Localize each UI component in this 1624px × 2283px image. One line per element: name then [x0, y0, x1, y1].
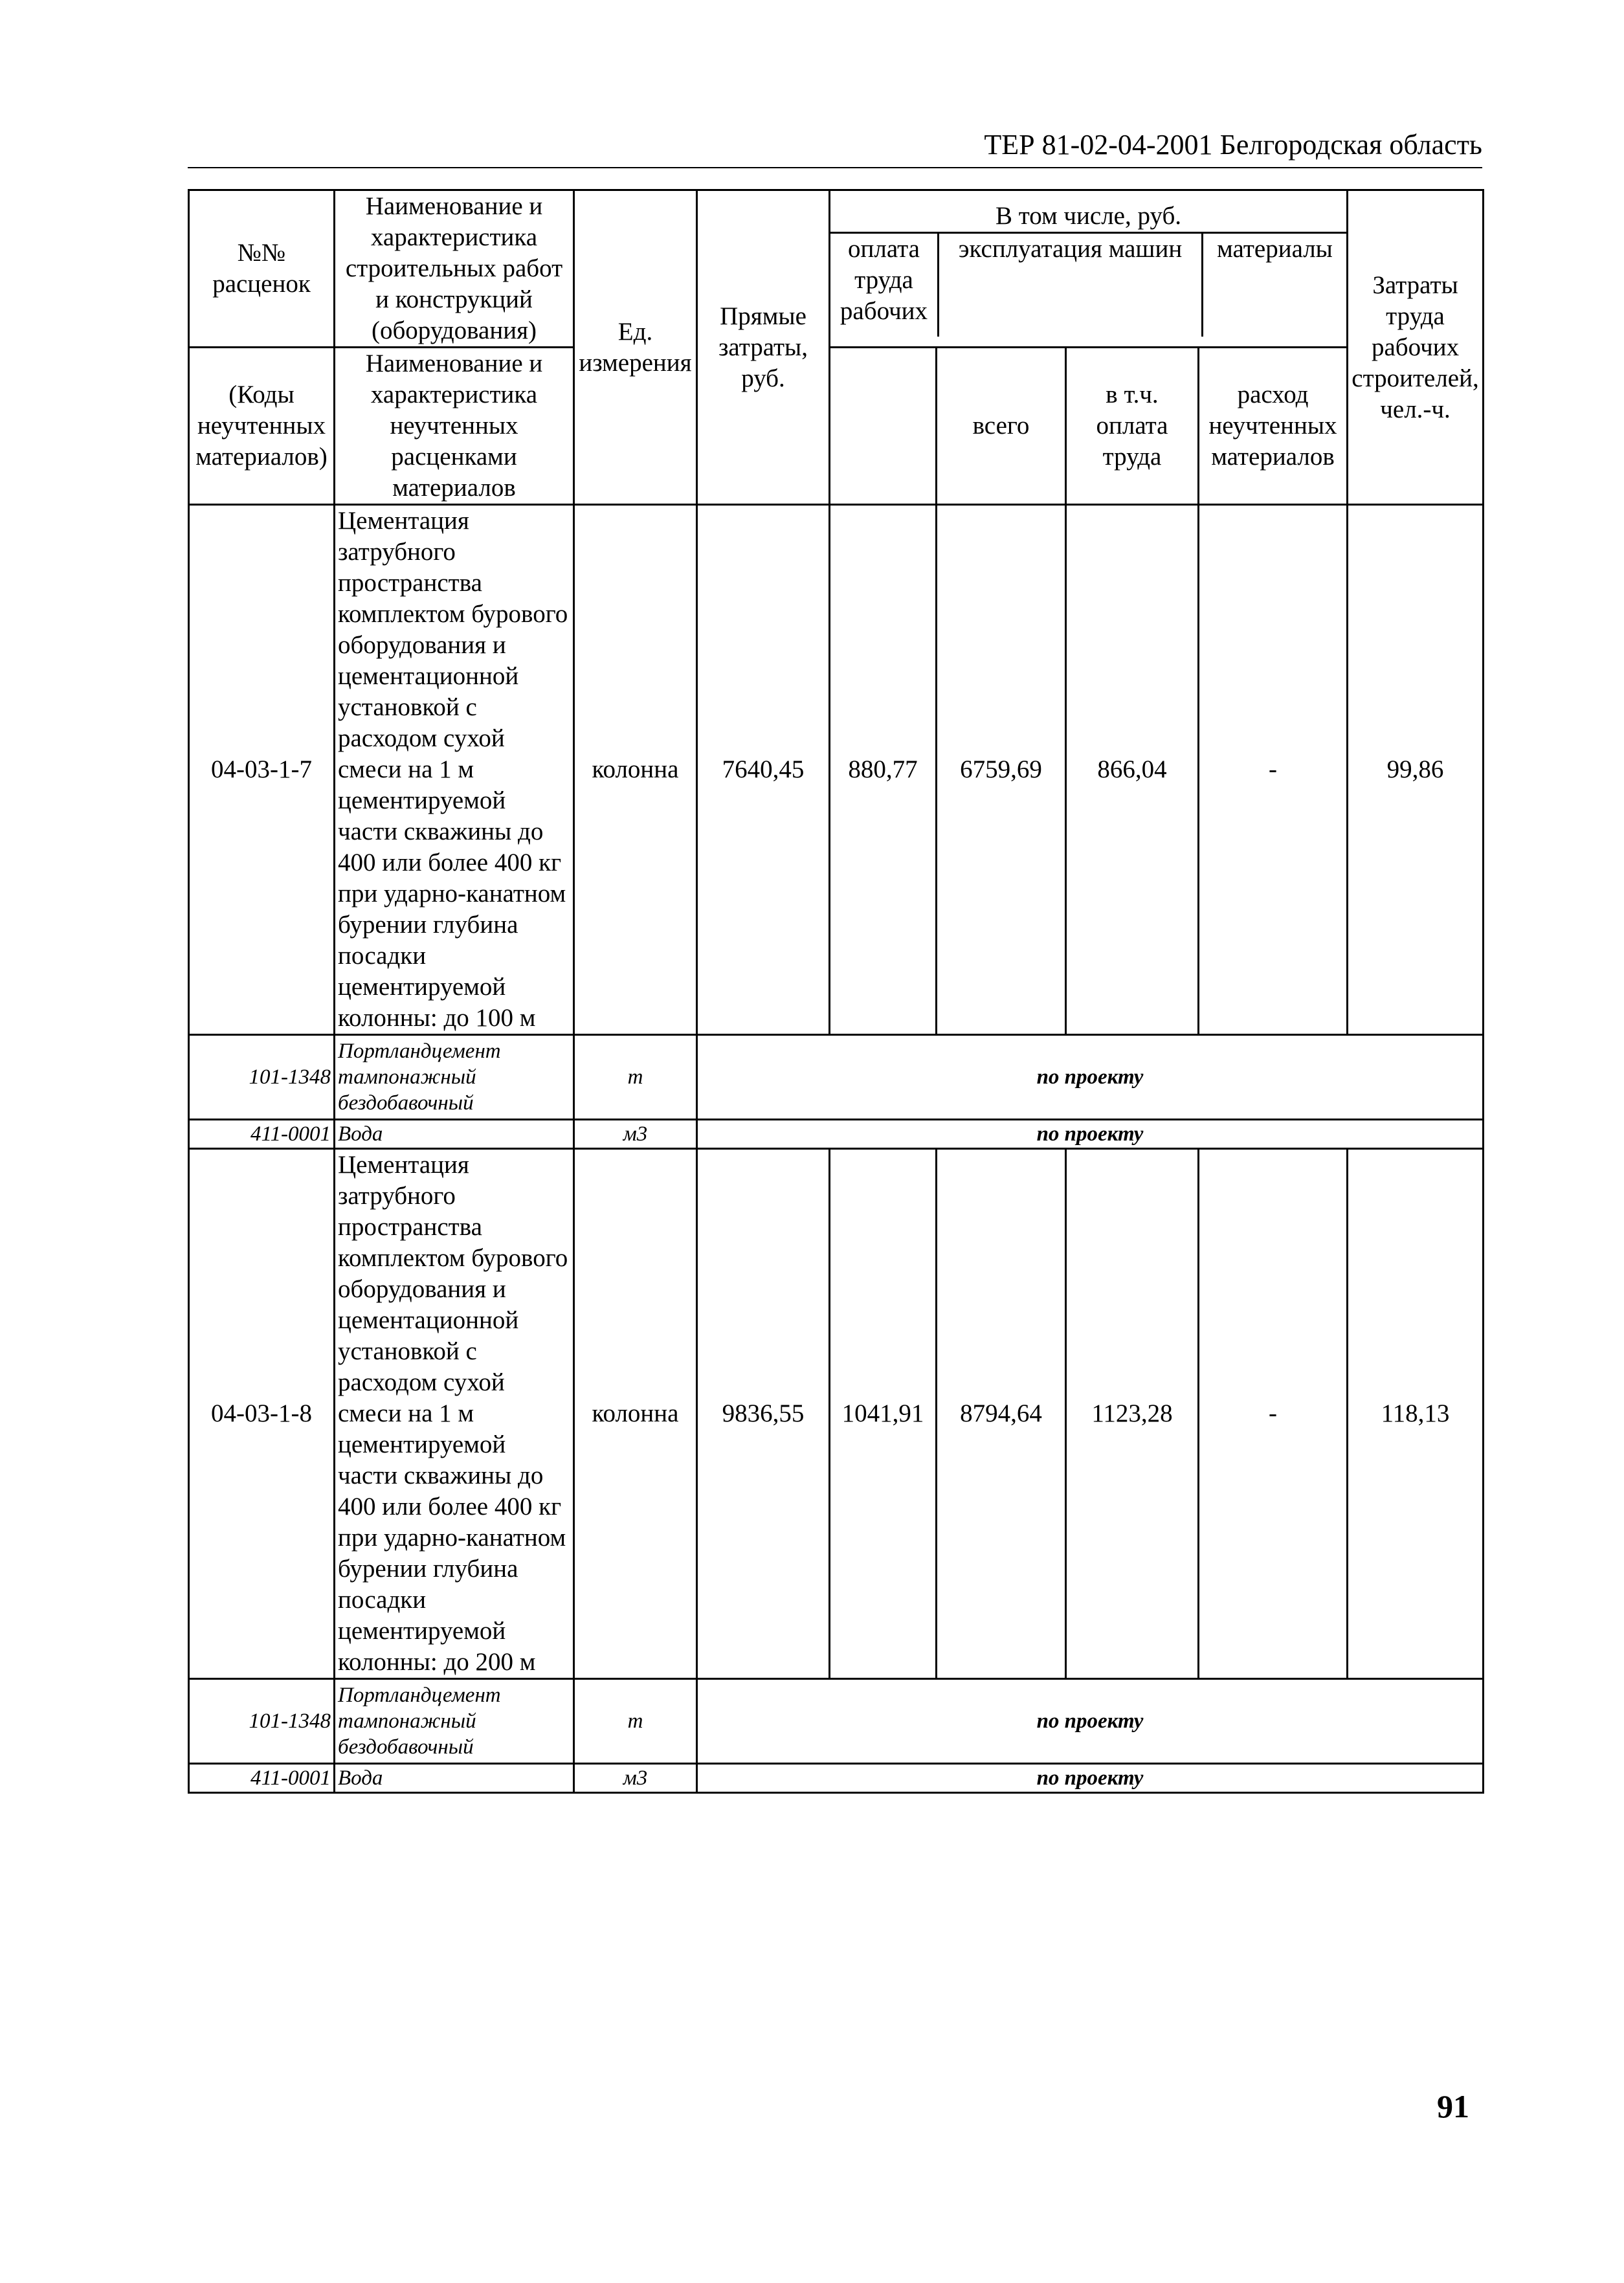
header-machines: эксплуатация машин — [939, 234, 1203, 337]
header-row-top — [189, 190, 1484, 348]
document-header: ТЕР 81-02-04-2001 Белгородская область — [188, 127, 1482, 168]
material-name: Портландцемент тампонажный бездобавочный — [335, 1679, 574, 1764]
header-mat-names: Наименование и характеристика неучтенных расценками материалов — [335, 348, 574, 505]
material-code: 411-0001 — [189, 1764, 335, 1793]
table-row — [189, 505, 1484, 1035]
rate-materials: - — [1199, 1149, 1348, 1679]
header-name: Наименование и характеристика строительных работ и конструкций (оборудования) — [335, 190, 574, 348]
header-blank — [830, 348, 937, 505]
header-machines-pay: в т.ч. оплата труда — [1066, 348, 1199, 505]
rate-labor-pay: 1041,91 — [830, 1149, 937, 1679]
rate-machines-total: 6759,69 — [937, 505, 1066, 1035]
rate-name: Цементация затрубного пространства комплектом бурового оборудования и цементационной установкой с расходом сухой смеси на 1 м цементируемой части скважины до 400 или более 400 кг при ударно-канатном бурении глубина посадки цементируемой колонны: до 100 м — [335, 505, 574, 1035]
material-name: Вода — [335, 1120, 574, 1149]
material-unit: т — [574, 1679, 697, 1764]
rates-table — [188, 189, 1484, 1794]
header-row-bottom — [189, 348, 1484, 505]
header-mat-usage: расход неучтенных материалов — [1199, 348, 1348, 505]
rate-name: Цементация затрубного пространства комплектом бурового оборудования и цементационной установкой с расходом сухой смеси на 1 м цементируемой части скважины до 400 или более 400 кг при ударно-канатном бурении глубина посадки цементируемой колонны: до 200 м — [335, 1149, 574, 1679]
rate-direct: 9836,55 — [697, 1149, 830, 1679]
material-value: по проекту — [697, 1764, 1484, 1793]
header-unit: Ед. измерения — [574, 190, 697, 505]
header-labor-cost: Затраты труда рабочих строителей, чел.-ч. — [1348, 190, 1484, 505]
header-including: В том числе, руб. — [830, 201, 1346, 234]
rate-machines-total: 8794,64 — [937, 1149, 1066, 1679]
material-code: 101-1348 — [189, 1035, 335, 1120]
header-mat-codes: (Коды неучтенных материалов) — [189, 348, 335, 505]
material-value: по проекту — [697, 1679, 1484, 1764]
material-unit: т — [574, 1035, 697, 1120]
material-value: по проекту — [697, 1120, 1484, 1149]
material-row — [189, 1764, 1484, 1793]
rate-materials: - — [1199, 505, 1348, 1035]
rate-labor-pay: 880,77 — [830, 505, 937, 1035]
rate-code: 04-03-1-7 — [189, 505, 335, 1035]
header-materials: материалы — [1217, 235, 1333, 263]
material-row — [189, 1035, 1484, 1120]
material-row — [189, 1679, 1484, 1764]
rate-labor-cost: 99,86 — [1348, 505, 1484, 1035]
table-row — [189, 1149, 1484, 1679]
material-code: 101-1348 — [189, 1679, 335, 1764]
material-name: Портландцемент тампонажный бездобавочный — [335, 1035, 574, 1120]
rate-unit: колонна — [574, 1149, 697, 1679]
rate-labor-cost: 118,13 — [1348, 1149, 1484, 1679]
material-unit: м3 — [574, 1764, 697, 1793]
material-value: по проекту — [697, 1035, 1484, 1120]
rate-code: 04-03-1-8 — [189, 1149, 335, 1679]
material-unit: м3 — [574, 1120, 697, 1149]
rate-machines-pay: 866,04 — [1066, 505, 1199, 1035]
header-code: №№ расценок — [189, 190, 335, 348]
header-direct: Прямые затраты, руб. — [697, 190, 830, 505]
material-name: Вода — [335, 1764, 574, 1793]
rate-direct: 7640,45 — [697, 505, 830, 1035]
page-number: 91 — [1437, 2088, 1469, 2124]
rate-machines-pay: 1123,28 — [1066, 1149, 1199, 1679]
rate-unit: колонна — [574, 505, 697, 1035]
header-including-group — [830, 190, 1348, 348]
header-machines-total: всего — [937, 348, 1066, 505]
material-code: 411-0001 — [189, 1120, 335, 1149]
material-row — [189, 1120, 1484, 1149]
header-labor-pay: оплата труда рабочих — [830, 234, 939, 337]
